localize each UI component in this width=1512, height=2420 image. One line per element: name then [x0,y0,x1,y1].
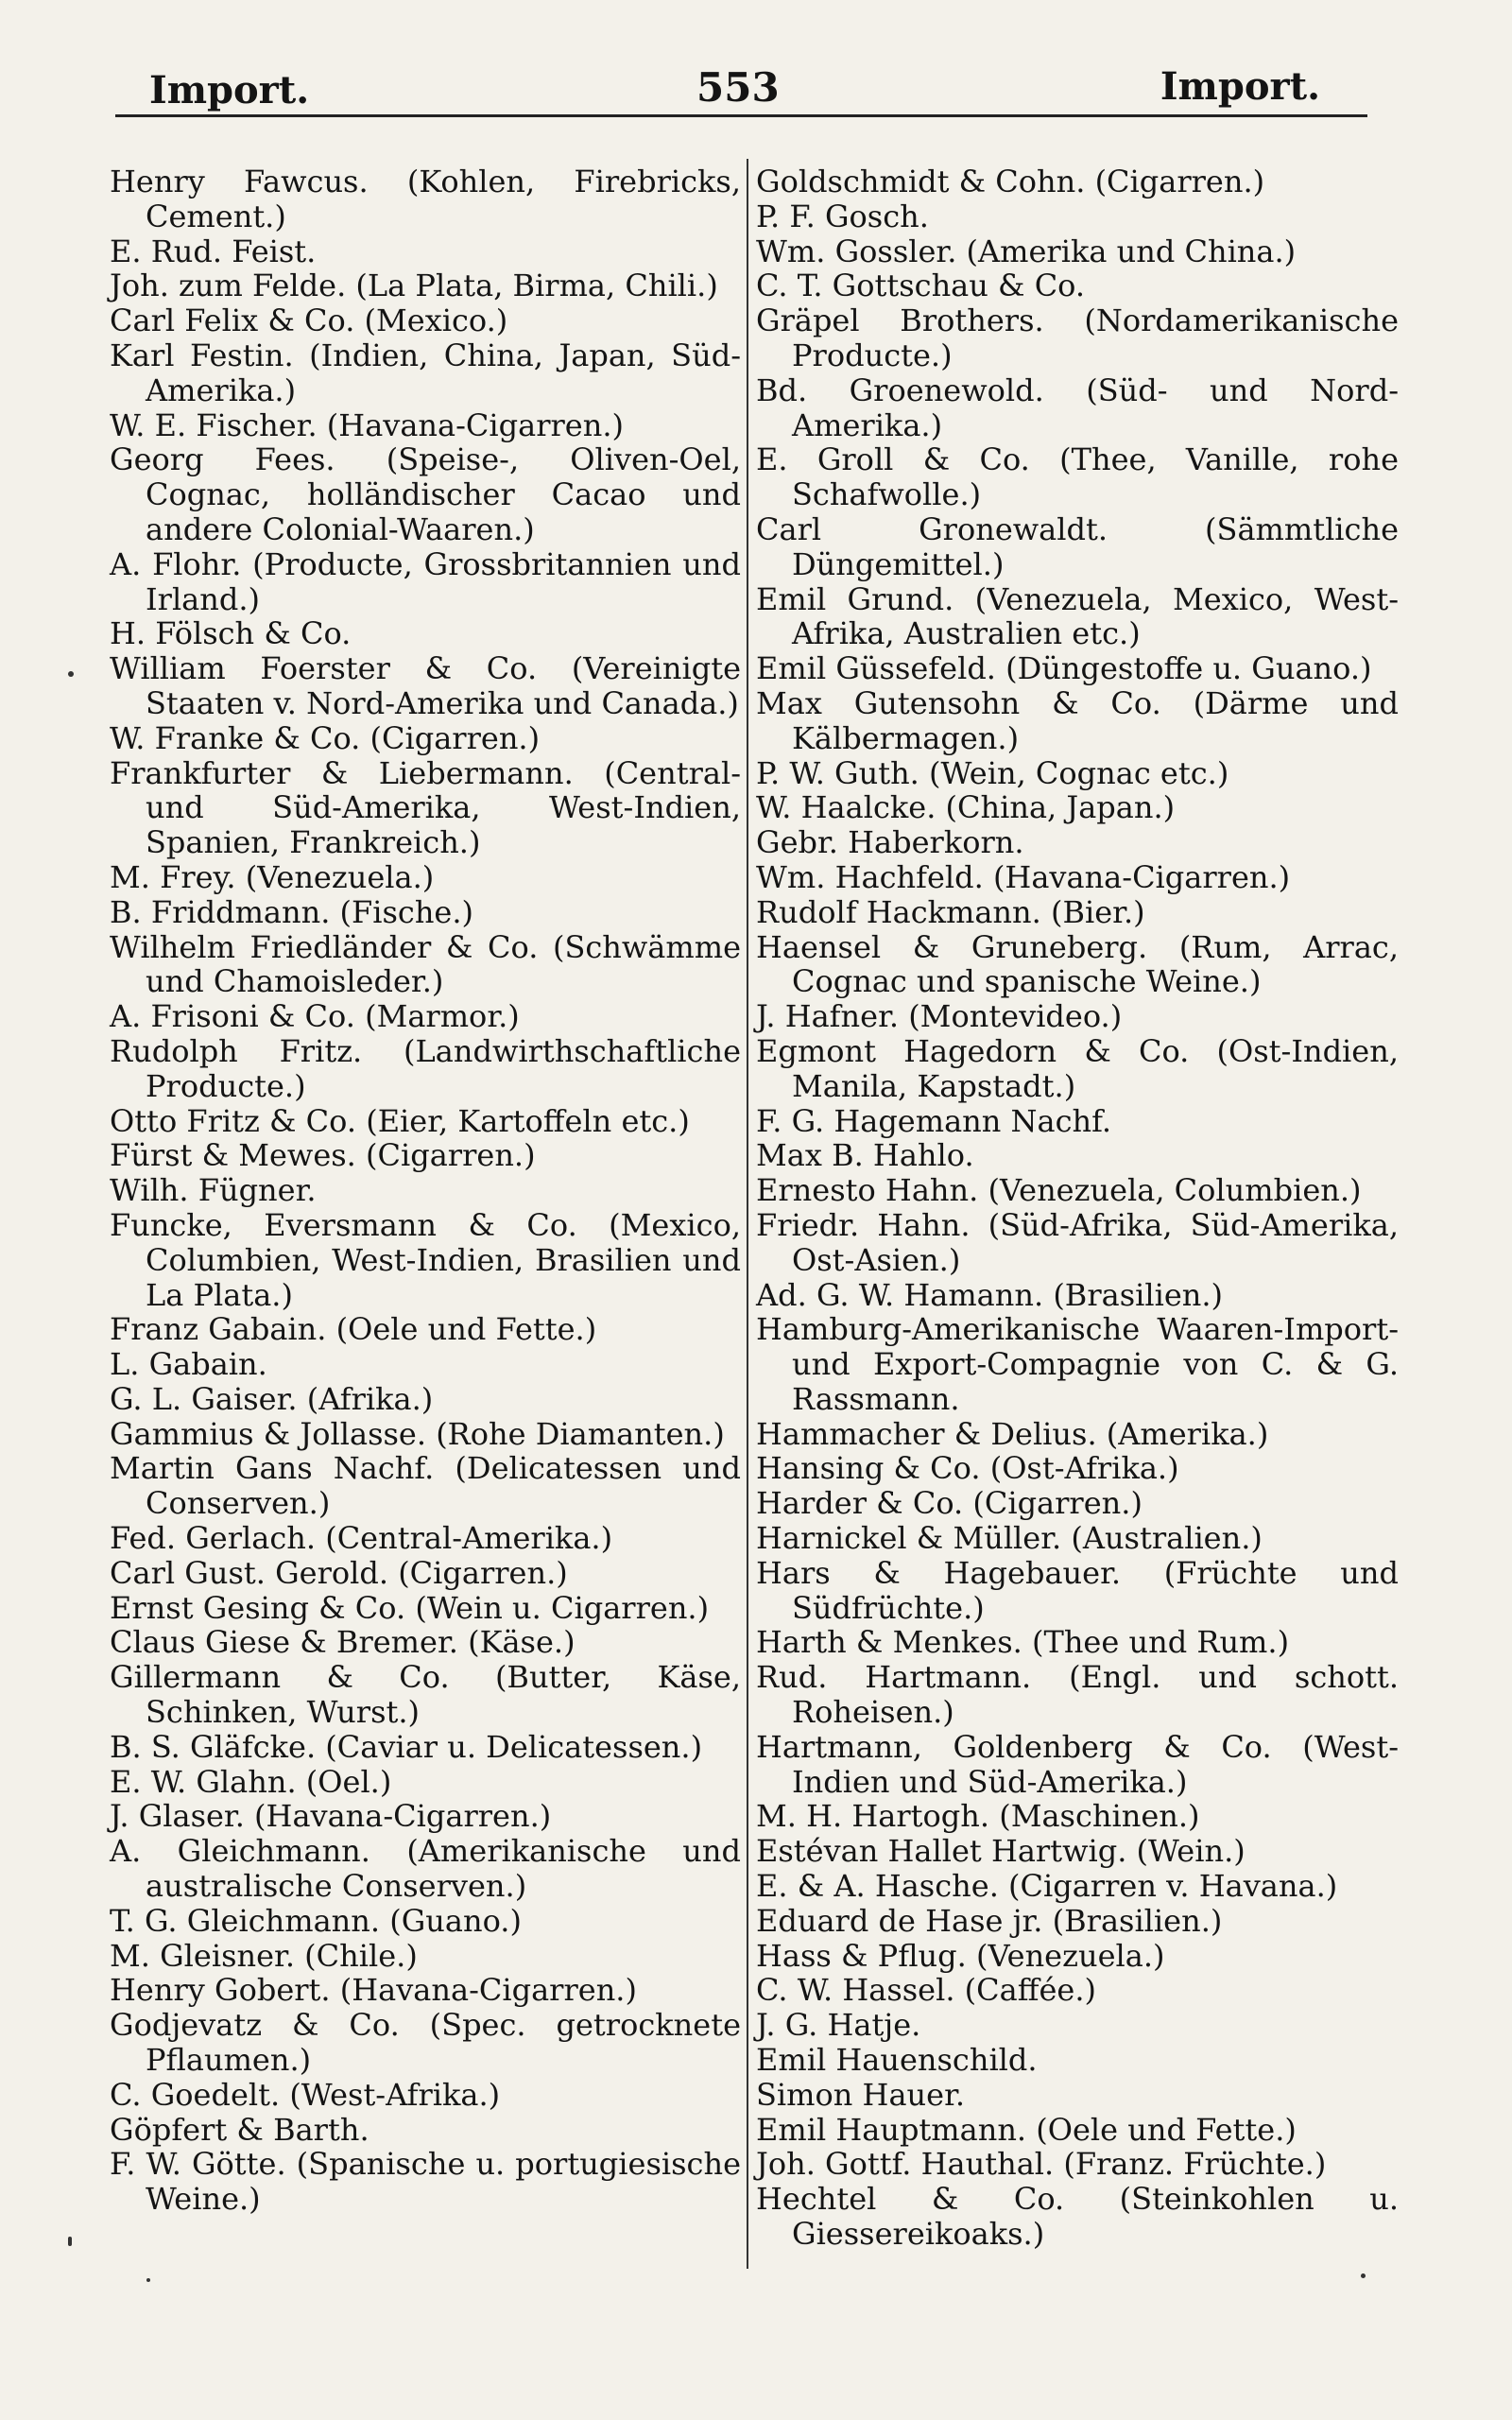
page-number: 553 [696,64,780,111]
directory-entry: Gillermann & Co. (Butter, Käse, Schinken, Wurst.) [110,1659,741,1731]
directory-entry: F. W. Götte. (Spanische u. portugiesische Weine.) [110,2146,741,2218]
directory-entry: Hars & Hagebauer. (Früchte und Südfrüchte.) [756,1554,1399,1626]
directory-entry: Emil Güssefeld. (Düngestoffe u. Guano.) [756,650,1372,687]
print-speck [68,2237,72,2246]
directory-entry: Ernst Gesing & Co. (Wein u. Cigarren.) [110,1589,710,1626]
directory-entry: M. Gleisner. (Chile.) [110,1937,418,1974]
directory-entry: Fed. Gerlach. (Central-Amerika.) [110,1520,613,1557]
directory-entry: Carl Gronewaldt. (Sämmtliche Düngemittel.) [756,510,1399,582]
directory-entry: Max B. Hahlo. [756,1137,974,1174]
directory-entry: Gräpel Brothers. (Nordamerikanische Producte.) [756,302,1399,373]
directory-entry: J. Hafner. (Montevideo.) [756,998,1123,1035]
directory-entry: B. Friddmann. (Fische.) [110,893,474,930]
directory-entry: Carl Felix & Co. (Mexico.) [110,302,508,339]
directory-entry: Otto Fritz & Co. (Eier, Kartoffeln etc.) [110,1102,690,1139]
directory-entry: Funcke, Eversmann & Co. (Mexico, Columbien, West-Indien, Brasilien und La Plata.) [110,1206,741,1313]
directory-entry: E. & A. Hasche. (Cigarren v. Havana.) [756,1868,1338,1905]
directory-entry: E. Rud. Feist. [110,233,317,269]
directory-entry: B. S. Gläfcke. (Caviar u. Delicatessen.) [110,1728,703,1765]
directory-entry: F. G. Hagemann Nachf. [756,1102,1112,1139]
directory-entry: Harth & Menkes. (Thee und Rum.) [756,1624,1290,1661]
directory-entry: W. Franke & Co. (Cigarren.) [110,719,541,756]
directory-entry: Martin Gans Nachf. (Delicatessen und Conserven.) [110,1450,741,1522]
print-speck [1361,2273,1366,2278]
directory-entry: Egmont Hagedorn & Co. (Ost-Indien, Manila, Kapstadt.) [756,1032,1399,1104]
directory-entry: P. W. Guth. (Wein, Cognac etc.) [756,754,1229,791]
directory-entry: J. Glaser. (Havana-Cigarren.) [110,1798,552,1835]
directory-entry: Henry Gobert. (Havana-Cigarren.) [110,1972,637,2009]
directory-entry: Hechtel & Co. (Steinkohlen u. Giessereikoaks.) [756,2181,1399,2253]
page-header [146,62,1366,119]
directory-entry: Godjevatz & Co. (Spec. getrocknete Pflaumen.) [110,2007,741,2079]
directory-entry: G. L. Gaiser. (Afrika.) [110,1380,434,1417]
header-right-title: Import. [1160,64,1320,109]
directory-entry: Georg Fees. (Speise-, Oliven-Oel, Cognac, holländischer Cacao und andere Colonial-Waaren.) [110,441,741,547]
directory-entry: Wm. Hachfeld. (Havana-Cigarren.) [756,858,1291,895]
directory-entry: Karl Festin. (Indien, China, Japan, Süd-Amerika.) [110,337,741,408]
directory-entry: A. Frisoni & Co. (Marmor.) [110,998,520,1035]
directory-entry: Simon Hauer. [756,2076,966,2113]
directory-entry: Estévan Hallet Hartwig. (Wein.) [756,1833,1246,1870]
directory-entry: Joh. Gottf. Hauthal. (Franz. Früchte.) [756,2146,1327,2183]
header-rule [115,114,1367,117]
directory-entry: M. H. Hartogh. (Maschinen.) [756,1798,1200,1835]
directory-entry: Max Gutensohn & Co. (Därme und Kälbermagen.) [756,684,1399,756]
directory-entry: Gammius & Jollasse. (Rohe Diamanten.) [110,1415,725,1452]
directory-entry: Harnickel & Müller. (Australien.) [756,1520,1263,1557]
directory-entry: Haensel & Gruneberg. (Rum, Arrac, Cognac und spanische Weine.) [756,928,1399,1000]
directory-entry: Ad. G. W. Hamann. (Brasilien.) [756,1276,1224,1313]
directory-entry: Frankfurter & Liebermann. (Central- und Süd-Amerika, West-Indien, Spanien, Frankreich.) [110,754,741,861]
column-divider [747,159,748,2269]
directory-entry: C. T. Gottschau & Co. [756,268,1086,304]
directory-entry: Franz Gabain. (Oele und Fette.) [110,1311,597,1348]
directory-entry: Eduard de Hase jr. (Brasilien.) [756,1902,1223,1939]
print-speck [68,671,74,677]
directory-entry: Ernesto Hahn. (Venezuela, Columbien.) [756,1172,1362,1209]
directory-entry: Wilh. Fügner. [110,1172,317,1209]
directory-entry: Fürst & Mewes. (Cigarren.) [110,1137,536,1174]
directory-entry: Göpfert & Barth. [110,2111,369,2148]
left-column [110,164,741,2217]
directory-entry: W. Haalcke. (China, Japan.) [756,789,1176,826]
directory-entry: L. Gabain. [110,1346,267,1383]
print-speck [146,2278,150,2282]
directory-entry: Friedr. Hahn. (Süd-Afrika, Süd-Amerika, Ost-Asien.) [756,1206,1399,1278]
directory-entry: Rudolph Fritz. (Landwirthschaftliche Producte.) [110,1032,741,1104]
directory-entry: C. W. Hassel. (Caffée.) [756,1972,1096,2009]
directory-entry: William Foerster & Co. (Vereinigte Staaten v. Nord-Amerika und Canada.) [110,650,741,721]
directory-entry: Rud. Hartmann. (Engl. und schott. Roheisen.) [756,1659,1399,1731]
directory-entry: A. Flohr. (Producte, Grossbritannien und Irland.) [110,545,741,617]
header-left-title: Import. [149,68,310,112]
directory-entry: P. F. Gosch. [756,198,929,234]
directory-entry: Emil Hauptmann. (Oele und Fette.) [756,2111,1297,2148]
right-column [756,164,1399,2252]
directory-entry: Claus Giese & Bremer. (Käse.) [110,1624,576,1661]
directory-entry: Joh. zum Felde. (La Plata, Birma, Chili.) [110,268,718,304]
directory-entry: Hartmann, Goldenberg & Co. (West-Indien und Süd-Amerika.) [756,1728,1399,1800]
directory-entry: E. W. Glahn. (Oel.) [110,1763,392,1800]
directory-entry: W. E. Fischer. (Havana-Cigarren.) [110,406,624,443]
directory-entry: Gebr. Haberkorn. [756,824,1024,861]
directory-entry: H. Fölsch & Co. [110,615,352,652]
directory-entry: J. G. Hatje. [756,2007,921,2044]
directory-entry: T. G. Gleichmann. (Guano.) [110,1902,522,1939]
directory-entry: E. Groll & Co. (Thee, Vanille, rohe Schafwolle.) [756,441,1399,513]
directory-entry: Bd. Groenewold. (Süd- und Nord-Amerika.) [756,372,1399,443]
directory-entry: Hammacher & Delius. (Amerika.) [756,1415,1269,1452]
directory-entry: A. Gleichmann. (Amerikanische und australische Conserven.) [110,1833,741,1905]
directory-entry: Carl Gust. Gerold. (Cigarren.) [110,1554,568,1591]
directory-entry: C. Goedelt. (West-Afrika.) [110,2076,501,2113]
directory-entry: Emil Grund. (Venezuela, Mexico, West-Afrika, Australien etc.) [756,580,1399,652]
directory-entry: Wilhelm Friedländer & Co. (Schwämme und Chamoisleder.) [110,928,741,1000]
directory-entry: Henry Fawcus. (Kohlen, Firebricks, Cement.) [110,164,741,234]
directory-entry: Rudolf Hackmann. (Bier.) [756,893,1145,930]
directory-entry: M. Frey. (Venezuela.) [110,858,435,895]
directory-entry: Emil Hauenschild. [756,2042,1038,2079]
directory-entry: Wm. Gossler. (Amerika und China.) [756,233,1297,269]
directory-entry: Harder & Co. (Cigarren.) [756,1485,1143,1522]
directory-entry: Hansing & Co. (Ost-Afrika.) [756,1450,1179,1487]
directory-entry: Hamburg-Amerikanische Waaren-Import- und Export-Compagnie von C. & G. Rassmann. [756,1311,1399,1417]
directory-entry: Goldschmidt & Cohn. (Cigarren.) [756,164,1265,199]
directory-entry: Hass & Pflug. (Venezuela.) [756,1937,1165,1974]
